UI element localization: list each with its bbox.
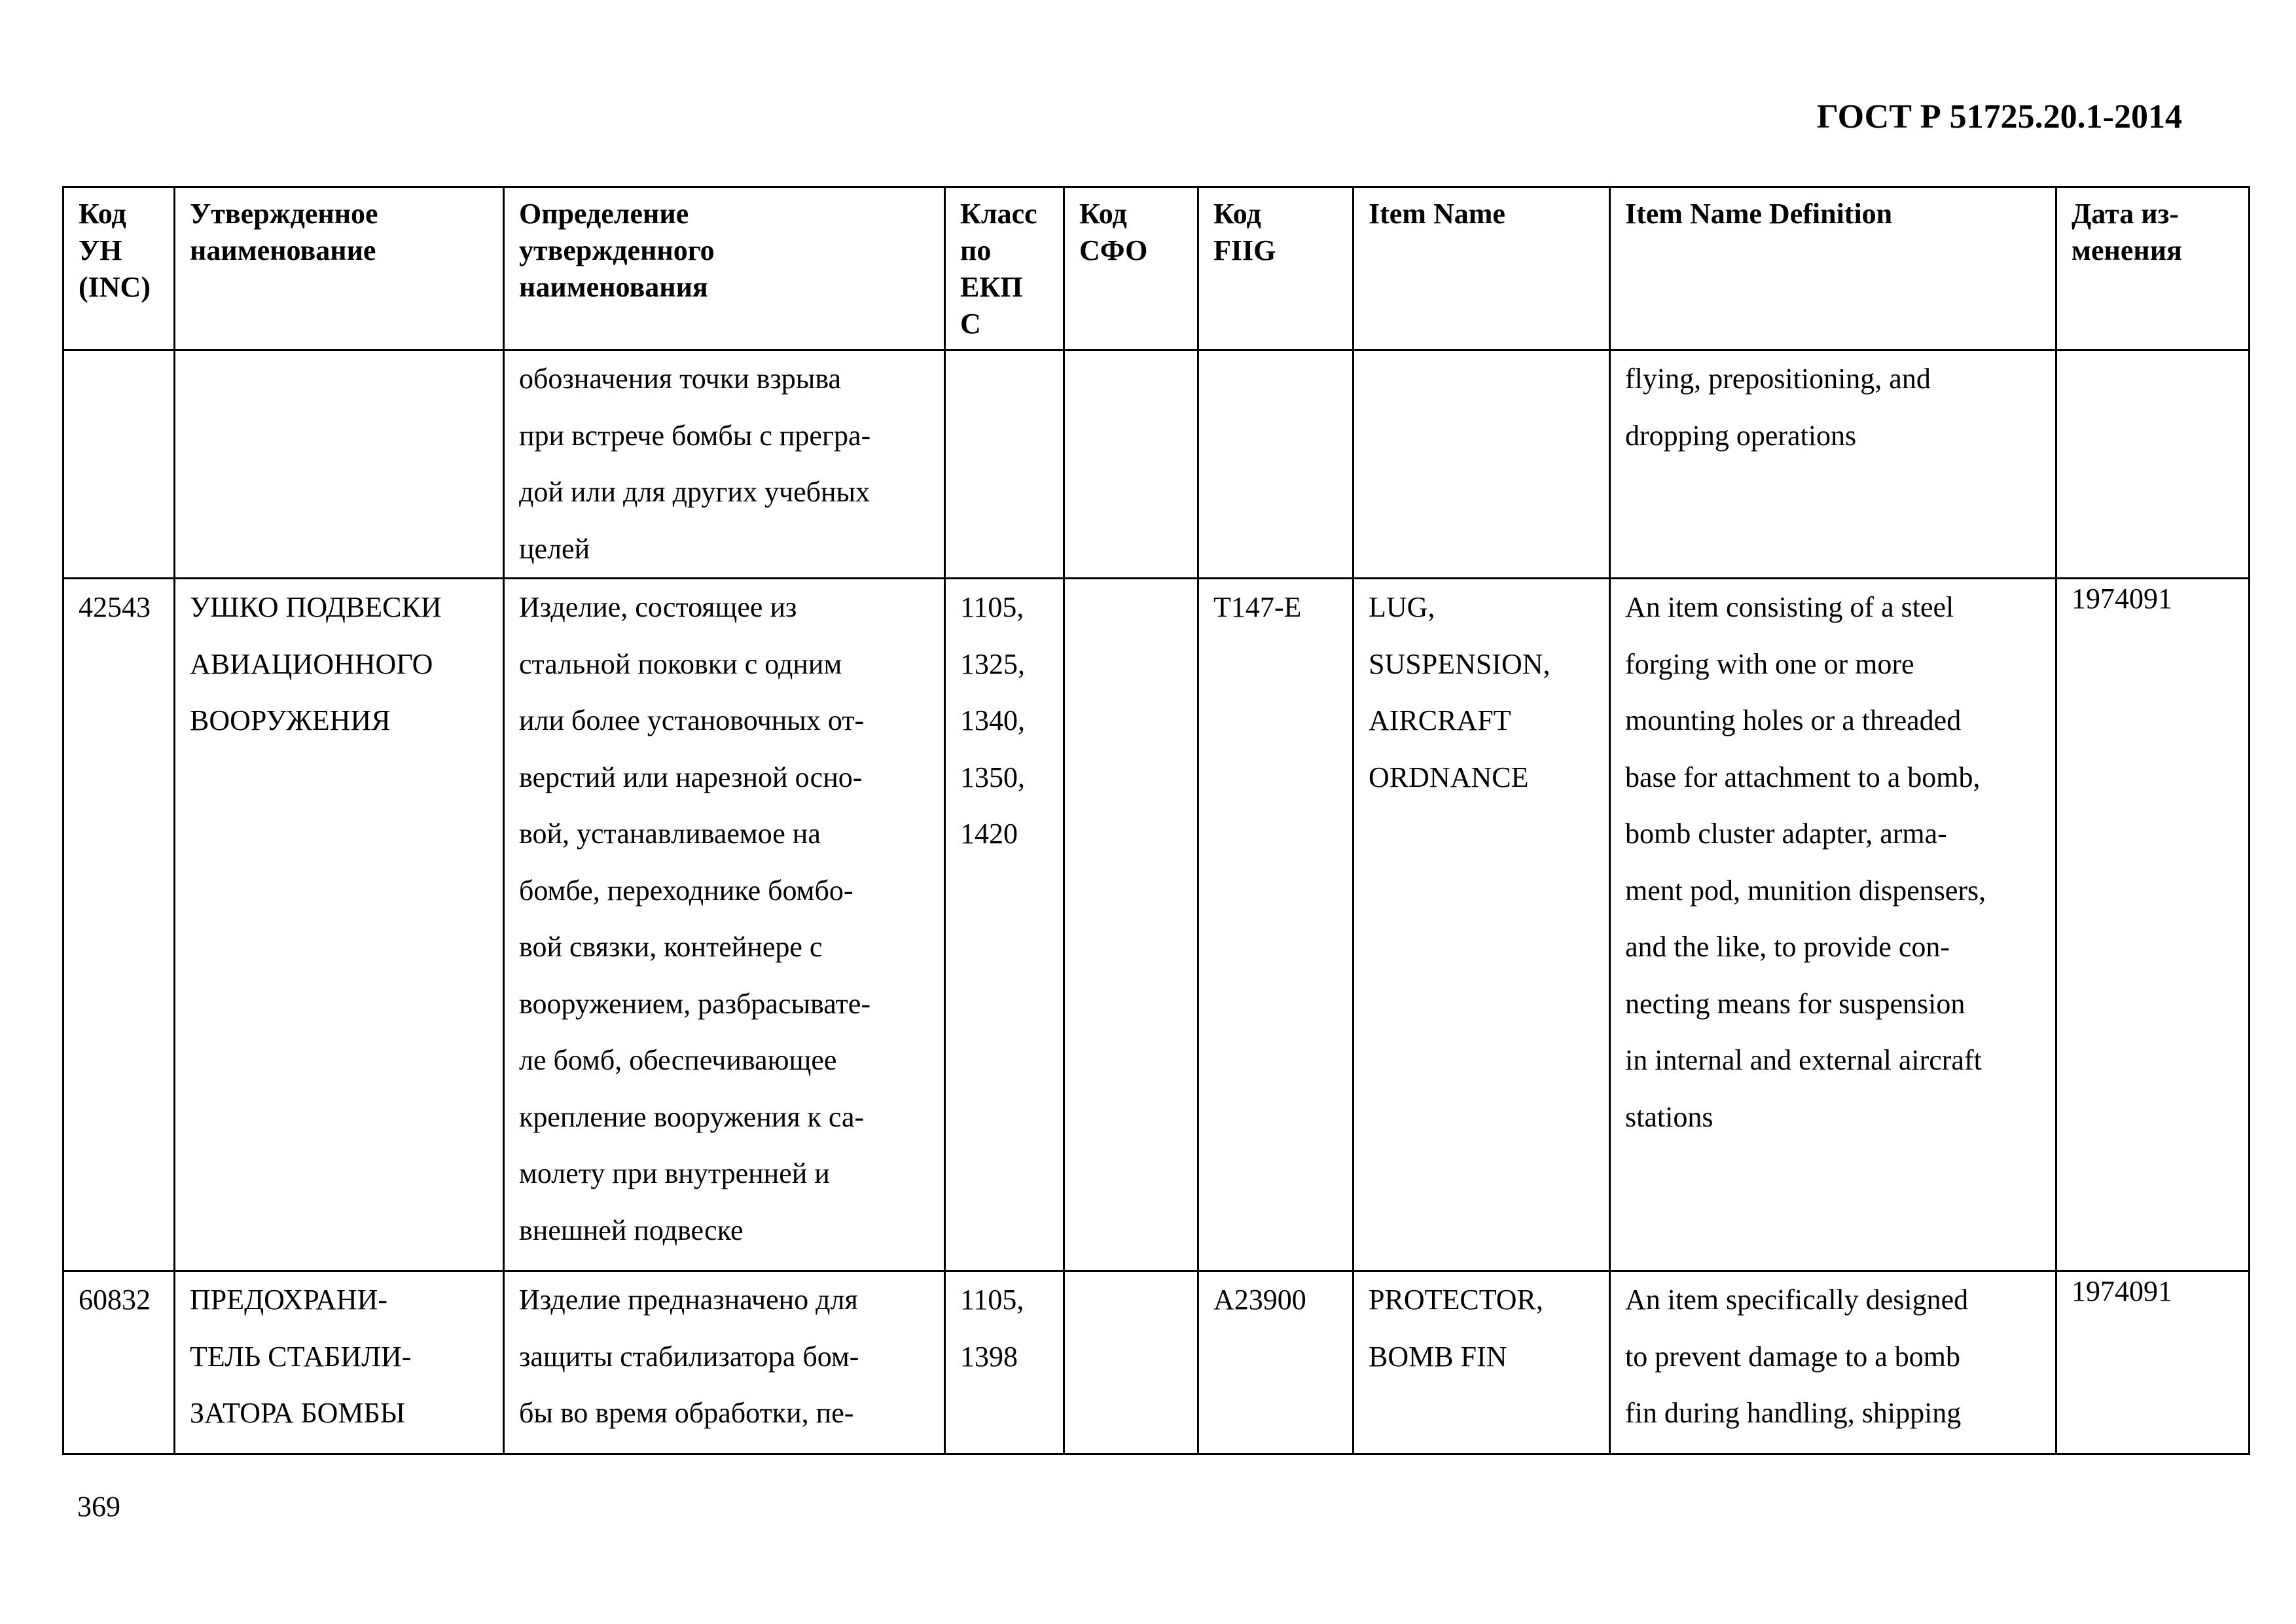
header-row bbox=[63, 187, 2250, 350]
cell-ekps bbox=[945, 350, 1064, 579]
cell-date: 1974091 bbox=[2056, 1271, 2250, 1454]
cell-fiig: T147-E bbox=[1198, 579, 1354, 1271]
cell-fiig bbox=[1198, 350, 1354, 579]
document-code: ГОСТ Р 51725.20.1-2014 bbox=[1816, 98, 2182, 135]
header-sfo-code: Код СФО bbox=[1064, 187, 1198, 350]
cell-name-ru: ПРЕДОХРАНИ- ТЕЛЬ СТАБИЛИ- ЗАТОРА БОМБЫ bbox=[175, 1271, 504, 1454]
header-ekps-class: Класс по ЕКП С bbox=[945, 187, 1064, 350]
cell-inc: 60832 bbox=[63, 1271, 175, 1454]
header-change-date: Дата из- менения bbox=[2056, 187, 2250, 350]
cell-date: 1974091 bbox=[2056, 579, 2250, 1271]
cell-definition-en: An item consisting of a steel forging with one or more mounting holes or a threaded base for attachment to a bomb, bomb cluster adapter, arma- ment pod, munition dispensers, and the like, to provide con- necting means for suspension in internal and external aircraft stations bbox=[1610, 579, 2056, 1271]
cell-definition-ru: Изделие, состоящее из стальной поковки с одним или более установочных от- верстий или нарезной осно- вой, устанавливаемое на бомбе, переходнике бомбо- вой связки, контейнере с вооружением, разбрасывате- ле бомб, обеспечивающее крепление вооружения к са- молету при внутренней и внешней подвеске bbox=[504, 579, 945, 1271]
cell-definition-ru: Изделие предназначено для защиты стабилизатора бом- бы во время обработки, пе- bbox=[504, 1271, 945, 1454]
cell-name-ru bbox=[175, 350, 504, 579]
cell-sfo bbox=[1064, 579, 1198, 1271]
cell-definition-en: flying, prepositioning, and dropping operations bbox=[1610, 350, 2056, 579]
header-inc: Код УН (INC) bbox=[63, 187, 175, 350]
cell-item-name: PROTECTOR, BOMB FIN bbox=[1354, 1271, 1610, 1454]
cell-fiig: A23900 bbox=[1198, 1271, 1354, 1454]
table-row bbox=[63, 1271, 2250, 1454]
header-name-definition-ru: Определение утвержденного наименования bbox=[504, 187, 945, 350]
cell-item-name bbox=[1354, 350, 1610, 579]
cell-definition-ru: обозначения точки взрыва при встрече бомбы с прегра- дой или для других учебных целей bbox=[504, 350, 945, 579]
classifier-table bbox=[62, 186, 2250, 1455]
cell-ekps: 1105, 1398 bbox=[945, 1271, 1064, 1454]
cell-sfo bbox=[1064, 1271, 1198, 1454]
cell-sfo bbox=[1064, 350, 1198, 579]
cell-inc: 42543 bbox=[63, 579, 175, 1271]
table-row-continued bbox=[63, 350, 2250, 579]
header-fiig-code: Код FIIG bbox=[1198, 187, 1354, 350]
cell-definition-en: An item specifically designed to prevent damage to a bomb fin during handling, shipping bbox=[1610, 1271, 2056, 1454]
cell-inc bbox=[63, 350, 175, 579]
cell-item-name: LUG, SUSPENSION, AIRCRAFT ORDNANCE bbox=[1354, 579, 1610, 1271]
header-item-name-definition: Item Name Definition bbox=[1610, 187, 2056, 350]
header-approved-name: Утвержденное наименование bbox=[175, 187, 504, 350]
header-item-name: Item Name bbox=[1354, 187, 1610, 350]
table-row bbox=[63, 579, 2250, 1271]
cell-ekps: 1105, 1325, 1340, 1350, 1420 bbox=[945, 579, 1064, 1271]
page-number: 369 bbox=[77, 1490, 120, 1523]
cell-name-ru: УШКО ПОДВЕСКИ АВИАЦИОННОГО ВООРУЖЕНИЯ bbox=[175, 579, 504, 1271]
cell-date bbox=[2056, 350, 2250, 579]
